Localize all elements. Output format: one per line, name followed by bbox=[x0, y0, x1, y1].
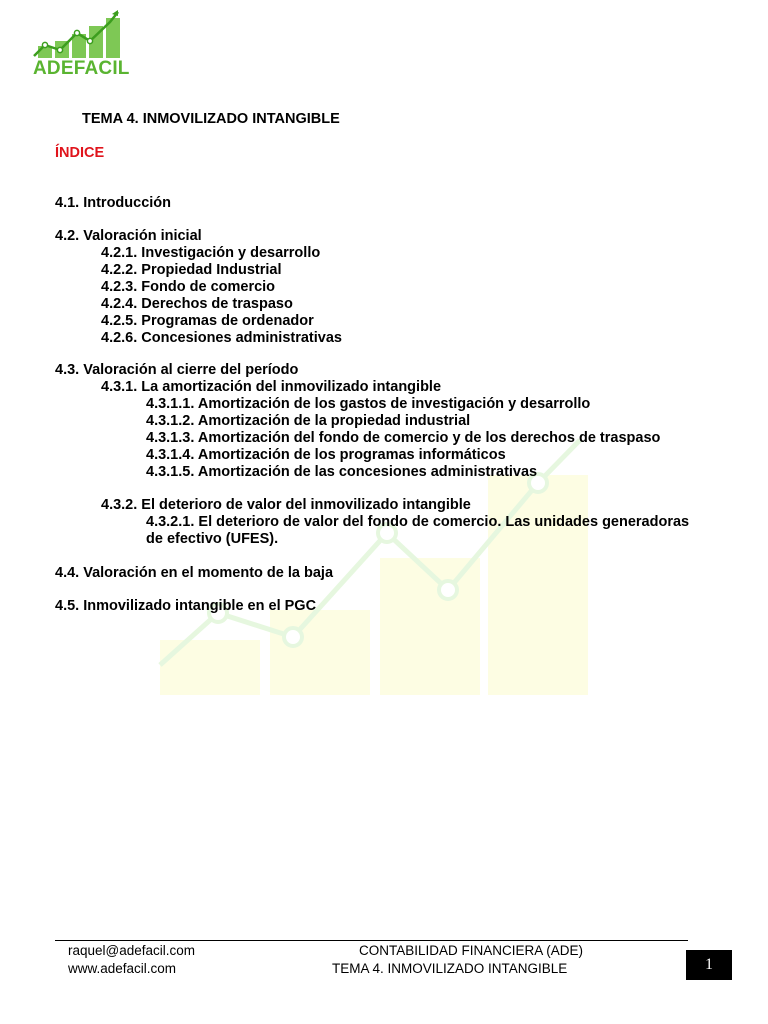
footer-email: raquel@adefacil.com bbox=[68, 943, 196, 958]
toc-item: 4.3.1.3. Amortización del fondo de comercio y de los derechos de traspaso bbox=[146, 430, 661, 446]
toc-item: 4.3. Valoración al cierre del período bbox=[55, 362, 299, 378]
toc-item: 4.3.2. El deterioro de valor del inmovilizado intangible bbox=[101, 497, 471, 513]
toc-item: 4.4. Valoración en el momento de la baja bbox=[55, 565, 334, 581]
watermark-point bbox=[439, 581, 457, 599]
watermark-bar-4 bbox=[488, 475, 588, 695]
watermark-bar-3 bbox=[380, 558, 480, 695]
footer-course: CONTABILIDAD FINANCIERA (ADE) bbox=[359, 943, 584, 958]
toc-item: 4.3.1.5. Amortización de las concesiones administrativas bbox=[146, 464, 538, 480]
toc-item: 4.1. Introducción bbox=[55, 195, 172, 211]
watermark-point bbox=[284, 628, 302, 646]
toc-item: 4.3.1. La amortización del inmovilizado intangible bbox=[101, 379, 442, 395]
index-title: ÍNDICE bbox=[55, 145, 105, 161]
watermark-bar-2 bbox=[270, 610, 370, 695]
toc-item: 4.2.4. Derechos de traspaso bbox=[101, 296, 293, 312]
toc-item: 4.2.3. Fondo de comercio bbox=[101, 279, 276, 295]
toc-item: 4.2.5. Programas de ordenador bbox=[101, 313, 314, 329]
toc-item: de efectivo (UFES). bbox=[146, 531, 279, 547]
toc-item: 4.2.1. Investigación y desarrollo bbox=[101, 245, 321, 261]
footer-divider bbox=[55, 940, 688, 941]
footer-website: www.adefacil.com bbox=[68, 961, 177, 976]
toc-item: 4.3.1.1. Amortización de los gastos de investigación y desarrollo bbox=[146, 396, 591, 412]
toc-item: 4.2. Valoración inicial bbox=[55, 228, 202, 244]
page-number: 1 bbox=[686, 950, 732, 980]
toc-item: 4.2.6. Concesiones administrativas bbox=[101, 330, 342, 346]
toc-item: 4.2.2. Propiedad Industrial bbox=[101, 262, 282, 278]
logo-text: ADEFACIL bbox=[33, 58, 130, 79]
toc-item: 4.3.1.4. Amortización de los programas informáticos bbox=[146, 447, 506, 463]
toc-item: 4.5. Inmovilizado intangible en el PGC bbox=[55, 598, 317, 614]
footer-topic: TEMA 4. INMOVILIZADO INTANGIBLE bbox=[332, 961, 568, 976]
toc-item: 4.3.2.1. El deterioro de valor del fondo de comercio. Las unidades generadoras bbox=[146, 514, 690, 530]
page-title: TEMA 4. INMOVILIZADO INTANGIBLE bbox=[82, 111, 340, 127]
toc-item: 4.3.1.2. Amortización de la propiedad industrial bbox=[146, 413, 471, 429]
